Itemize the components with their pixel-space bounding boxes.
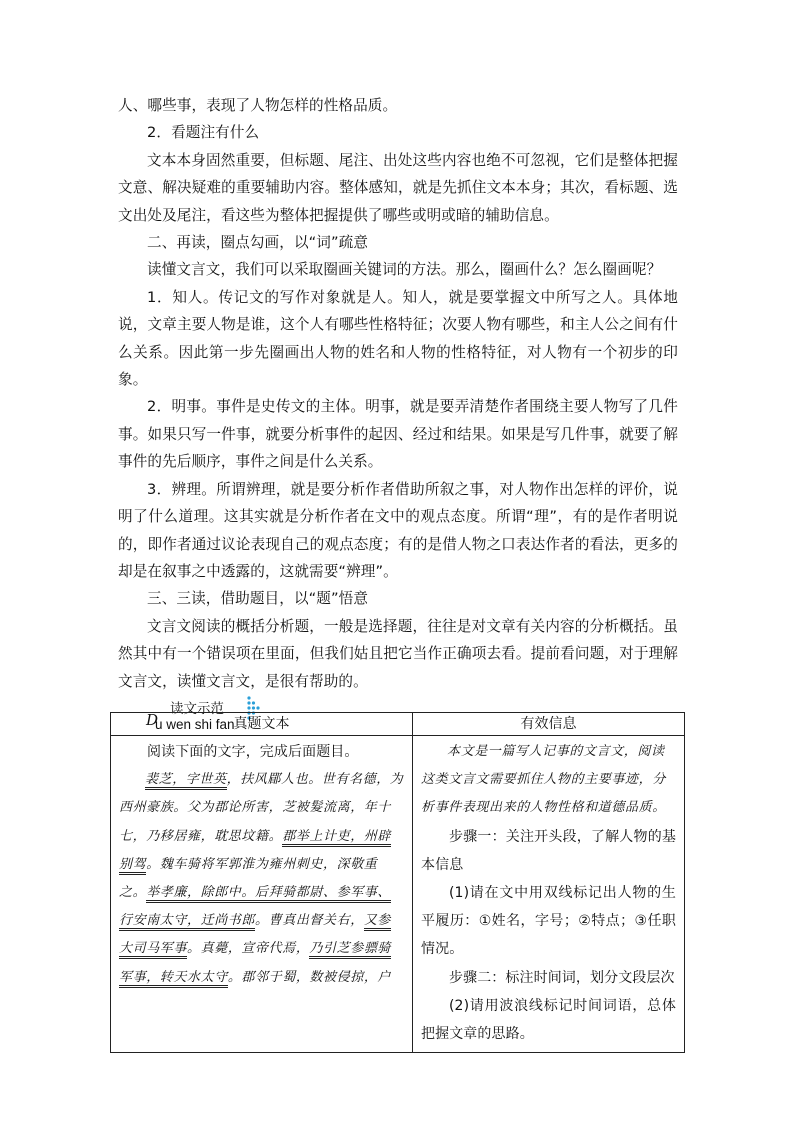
effective-info-cell bbox=[413, 736, 685, 1053]
document-body bbox=[118, 92, 678, 739]
step-two: 步骤二：标注时间词，划分文段层次 bbox=[449, 969, 675, 986]
paragraph-7: 2．明事。事件是史传文的主体。明事，就是要弄清楚作者围绕主要人物写了几件事。如果只写一件事，就要分析事件的起因、经过和结果。如果是写几件事，就要了解事件的先后顺序，事件之间是什么关系。 bbox=[118, 398, 678, 471]
source-passage bbox=[119, 766, 404, 992]
question-two: (2)请用波浪线标记时间词语，总体把握文章的思路。 bbox=[421, 997, 676, 1043]
passage-text: 。曹真出督关右， bbox=[255, 913, 364, 929]
source-text-cell bbox=[111, 736, 413, 1053]
career-double-underline: 郡举上计吏，州辟别驾 bbox=[119, 829, 391, 875]
career-double-underline: 乃引芝参骠骑军事，转天水太守 bbox=[119, 941, 391, 987]
paragraph-1: 人、哪些事，表现了人物怎样的性格品质。 bbox=[118, 97, 398, 114]
passage-text: ，扶风郿人也。世有名德，为西州豪族。父为郡论所害，芝被髮流离，年十七，乃移居雍，耽思坟籍。 bbox=[119, 772, 404, 844]
step-one: 步骤一：关注开头段，了解人物的基本信息 bbox=[421, 828, 676, 873]
table-header-info: 有效信息 bbox=[413, 713, 685, 736]
passage-text: 。郡邻于蜀，数被侵掠，户 bbox=[227, 969, 392, 985]
comparison-table bbox=[110, 712, 685, 1053]
paragraph-3: 文本本身固然重要，但标题、尾注、出处这些内容也绝不可忽视，它们是整体把握文意、解决疑难的重要辅助内容。整体感知，就是先抓住文本本身；其次，看标题、选文出处及尾注，看这些为整体把握提供了哪些或明或暗的辅助信息。 bbox=[118, 151, 678, 224]
table-header-source: 真题文本 bbox=[111, 713, 413, 736]
paragraph-10: 文言文阅读的概括分析题，一般是选择题，往往是对文章有关内容的分析概括。虽然其中有一个错误项在里面，但我们姑且把它当作正确项去看。提前看问题，对于理解文言文，读懂文言文，是很有帮助的。 bbox=[118, 617, 678, 690]
career-double-underline: 举孝廉，除郎中。后拜骑都尉、参军事、行安南太守，迁尚书郎 bbox=[119, 885, 391, 931]
paragraph-2: 2．看题注有什么 bbox=[147, 124, 260, 142]
paragraph-5: 读懂文言文，我们可以采取圈画关键词的方法。那么，圈画什么？怎么圈画呢？ bbox=[147, 261, 662, 279]
table-row bbox=[111, 736, 685, 1053]
paragraph-8: 3．辨理。所谓辨理，就是要分析作者借助所叙之事，对人物作出怎样的评价，说明了什么道理。这其实就是分析作者在文中的观点态度。所谓“理”，有的是作者明说的，即作者通过议论表现自己的观点态度；有的是借人物之口表达作者的看法，更多的却是在叙事之中透露的，这就需要“辨理”。 bbox=[118, 480, 678, 580]
logo-title: 读文示范 bbox=[170, 700, 224, 717]
table-header-row bbox=[111, 713, 685, 736]
section-heading-2: 二、再读，圈点勾画，以“词”疏意 bbox=[147, 234, 369, 252]
source-intro: 阅读下面的文字，完成后面题目。 bbox=[147, 744, 359, 760]
logo-pinyin: u wen shi fan bbox=[155, 716, 235, 732]
passage-text: 。魏车骑将军郭淮为雍州刺史，深敬重之。 bbox=[119, 856, 378, 901]
career-double-underline: 又参大司马军事 bbox=[119, 913, 391, 959]
info-handwritten-note: 本文是一篇写人记事的文言文，阅读这类文言文需要抓住人物的主要事迹，分析事件表现出来的人物性格和道德品质。 bbox=[421, 744, 666, 816]
section-heading-3: 三、三读，借助题目，以“题”悟意 bbox=[147, 590, 369, 608]
name-double-underline: 裴芝，字世英 bbox=[145, 772, 227, 790]
paragraph-6: 1．知人。传记文的写作对象就是人。知人，就是要掌握文中所写之人。具体地说，文章主要人物是谁，这个人有哪些性格特征；次要人物有哪些，和主人公之间有什么关系。因此第一步先圈画出人物的姓名和人物的性格特征，对人物有一个初步的印象。 bbox=[118, 288, 678, 389]
question-one: (1)请在文中用双线标记出人物的生平履历：①姓名，字号；②特点；③任职情况。 bbox=[421, 885, 676, 958]
logo-initial: D bbox=[146, 710, 159, 729]
passage-text: 。真薨，宣帝代焉， bbox=[187, 941, 310, 957]
